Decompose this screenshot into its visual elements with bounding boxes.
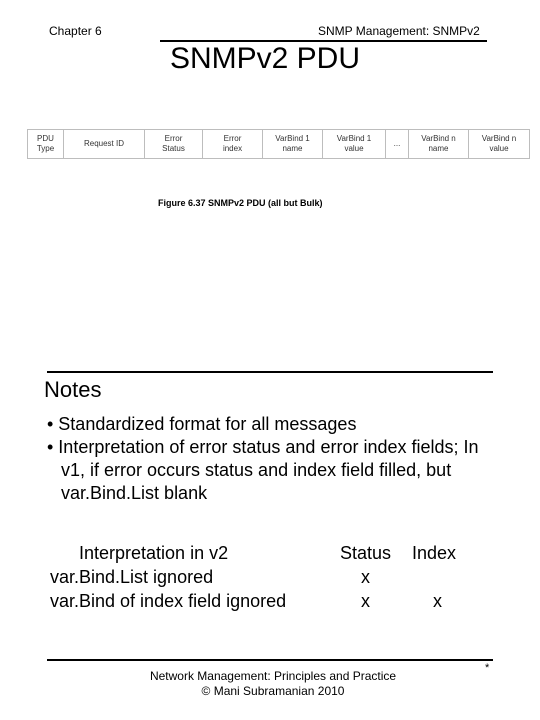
index-column-header: Index bbox=[412, 543, 457, 563]
pdu-field-error-index: Error index bbox=[203, 130, 263, 159]
figure-caption: Figure 6.37 SNMPv2 PDU (all but Bulk) bbox=[158, 198, 323, 208]
notes-bullet-list bbox=[47, 413, 507, 505]
notes-bullet: • Interpretation of error status and error index fields; In v1, if error occurs status and index field filled, but var.Bind.List blank bbox=[47, 437, 479, 503]
notes-heading: Notes bbox=[44, 377, 102, 402]
row1-status-mark: x bbox=[361, 567, 370, 587]
footer-divider bbox=[47, 659, 493, 661]
footer-copyright: © Mani Subramanian 2010 bbox=[201, 684, 345, 698]
pdu-field-varbindn-value: VarBind n value bbox=[469, 130, 530, 159]
interpretation-heading: Interpretation in v2 bbox=[79, 543, 229, 563]
row2-index-mark: x bbox=[433, 591, 442, 611]
pdu-field-error-status: Error Status bbox=[145, 130, 203, 159]
footer-book-title: Network Management: Principles and Practice bbox=[149, 669, 397, 683]
pdu-field-pdu-type: PDU Type bbox=[28, 130, 64, 159]
pdu-field-varbindn-name: VarBind n name bbox=[409, 130, 469, 159]
interpretation-row: var.Bind of index field ignored bbox=[50, 591, 287, 611]
pdu-field-varbind1-value: VarBind 1 value bbox=[323, 130, 386, 159]
interpretation-block bbox=[50, 541, 286, 613]
notes-divider bbox=[47, 371, 493, 373]
status-column-header: Status bbox=[340, 543, 392, 563]
section-label: SNMP Management: SNMPv2 bbox=[318, 24, 480, 38]
slide-title: SNMPv2 PDU bbox=[169, 42, 361, 75]
interpretation-row: var.Bind.List ignored bbox=[50, 567, 214, 587]
pdu-field-request-id: Request ID bbox=[64, 130, 145, 159]
footer-marker: * bbox=[485, 662, 490, 674]
pdu-figure bbox=[27, 129, 530, 159]
pdu-field-varbind1-name: VarBind 1 name bbox=[263, 130, 323, 159]
pdu-field-ellipsis: ... bbox=[386, 130, 409, 159]
footer-credit bbox=[0, 669, 540, 699]
chapter-label: Chapter 6 bbox=[49, 24, 102, 38]
row2-status-mark: x bbox=[361, 591, 370, 611]
notes-bullet: • Standardized format for all messages bbox=[47, 414, 357, 434]
